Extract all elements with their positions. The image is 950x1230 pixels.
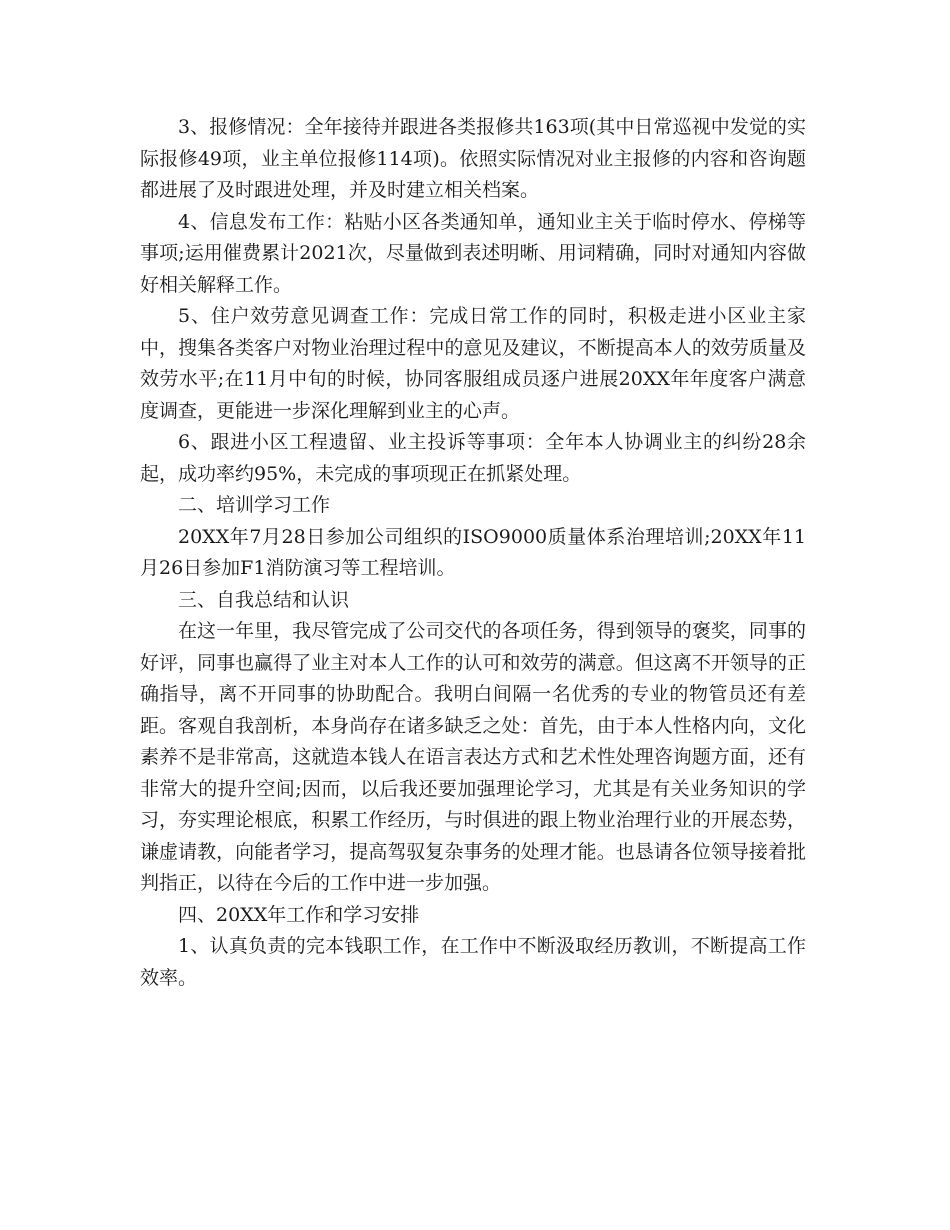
section-heading-plan: 四、20XX年工作和学习安排 bbox=[178, 903, 420, 926]
paragraph-info-release: 4、信息发布工作：粘贴小区各类通知单，通知业主关于临时停水、停梯等事项;运用催费累计2021次，尽量做到表述明晰、用词精确，同时对通知内容做好相关解释工作。 bbox=[140, 210, 806, 296]
paragraph-survey-work: 5、住户效劳意见调查工作：完成日常工作的同时，积极走进小区业主家中，搜集各类客户对物业治理过程中的意见及建议，不断提高本人的效劳质量及效劳水平;在11月中旬的时候，协同客服组成员逐户进展20XX年年度客户满意度调查，更能进一步深化理解到业主的心声。 bbox=[140, 305, 806, 422]
paragraph-plan-item-1: 1、认真负责的完本钱职工作，在工作中不断汲取经历教训，不断提高工作效率。 bbox=[140, 935, 806, 989]
paragraph-training-details: 20XX年7月28日参加公司组织的ISO9000质量体系治理培训;20XX年11月26日参加F1消防演习等工程培训。 bbox=[140, 525, 806, 579]
section-heading-training: 二、培训学习工作 bbox=[178, 494, 331, 516]
paragraph-self-summary: 在这一年里，我尽管完成了公司交代的各项任务，得到领导的褒奖，同事的好评，同事也赢得了业主对本人工作的认可和效劳的满意。但这离不开领导的正确指导，离不开同事的协助配合。我明白间隔一名优秀的专业的物管员还有差距。客观自我剖析，本身尚存在诸多缺乏之处：首先，由于本人性格内向，文化素养不是非常高，这就造本钱人在语言表达方式和艺术性处理咨询题方面，还有非常大的提升空间;因而，以后我还要加强理论学习，尤其是有关业务知识的学习，夯实理论根底，积累工作经历，与时俱进的跟上物业治理行业的开展态势，谦虚请教，向能者学习，提高驾驭复杂事务的处理才能。也恳请各位领导接着批判指正，以待在今后的工作中进一步加强。 bbox=[140, 620, 806, 894]
paragraph-repair-status: 3、报修情况：全年接待并跟进各类报修共163项(其中日常巡视中发觉的实际报修49项，业主单位报修114项)。依照实际情况对业主报修的内容和咨询题都进展了及时跟进处理，并及时建立相关档案。 bbox=[140, 116, 806, 201]
paragraph-complaint-followup: 6、跟进小区工程遗留、业主投诉等事项：全年本人协调业主的纠纷28余起，成功率约95%，未完成的事项现正在抓紧处理。 bbox=[140, 431, 806, 485]
section-heading-self-summary: 三、自我总结和认识 bbox=[178, 588, 350, 611]
document-page bbox=[140, 112, 806, 994]
